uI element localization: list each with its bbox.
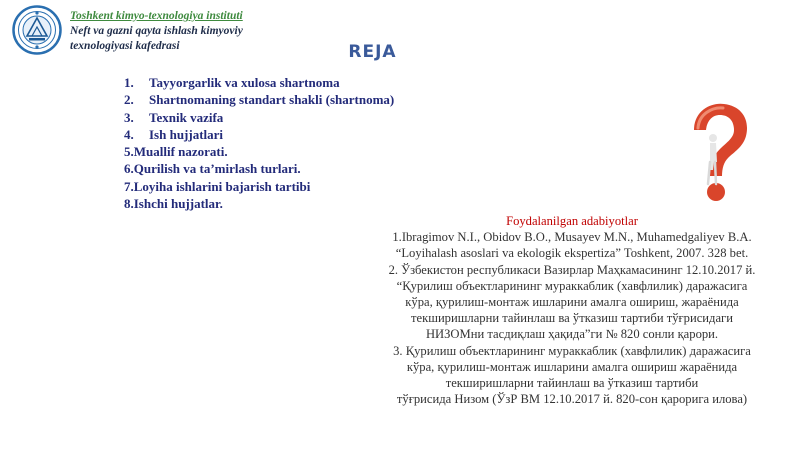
plan-item (124, 109, 394, 126)
plan-item (124, 91, 394, 108)
department-line-1: Neft va gazni qayta ishlash kimyoviy (70, 25, 243, 37)
question-mark-figure-icon (682, 100, 752, 210)
plan-item-text: Loyiha ishlarini bajarish tartibi (133, 178, 311, 194)
reference-line: кўра, қурилиш-монтаж ишларини амалга ошириш жараёнида (406, 359, 738, 374)
references-heading: Foydalanilgan adabiyotlar (506, 214, 638, 228)
reference-line: кўра, қурилиш-монтаж ишларини амалга ошириш, жараёнида (405, 295, 739, 310)
institute-name: Toshkent kimyo-texnologiya instituti (70, 10, 243, 22)
plan-item (124, 74, 394, 91)
plan-list (124, 74, 394, 212)
reference-line: тўғрисида Низом (ЎзР ВМ 12.10.2017 й. 820-сон қарорига илова) (396, 392, 748, 407)
page-title: REJA (348, 42, 397, 62)
references-block (356, 213, 788, 407)
reference-line: 3. Қурилиш объектларининг мураккаблик (хавфлилик) даражасига (393, 343, 751, 358)
plan-item (124, 195, 394, 212)
plan-item (124, 160, 394, 177)
plan-item-number: 6. (124, 161, 134, 177)
reference-line: текширишларни тайинлаш ва ўтказиш тартиби (445, 376, 699, 391)
reference-line: “Қурилиш объектларининг мураккаблик (хавфлилик) даражасига (396, 278, 748, 293)
plan-item-text: Texnik vazifa (149, 109, 224, 125)
plan-item-text: Muallif nazorati. (133, 144, 228, 160)
plan-item-text: Shartnomaning standart shakli (shartnoma) (149, 92, 395, 108)
plan-item-number: 7. (124, 178, 134, 194)
plan-item-number: 4. (124, 126, 134, 142)
reference-line: 2. Ўзбекистон республикаси Вазирлар Маҳкамасининг 12.10.2017 й. (388, 262, 756, 277)
reference-line: “Loyihalash asoslari va ekologik ekspertiza” Toshkent, 2007. 328 bet. (395, 246, 749, 261)
plan-item (124, 178, 394, 195)
reference-line: 1.Ibragimov N.I., Obidov B.O., Musayev M.N., Muhamedgaliyev B.A. (392, 230, 752, 245)
plan-item-number: 1. (124, 75, 134, 90)
plan-item (124, 143, 394, 160)
plan-item-number: 3. (124, 109, 134, 125)
plan-item-number: 8. (124, 196, 134, 212)
plan-item-text: Ishchi hujjatlar. (133, 196, 223, 212)
reference-line: текширишларни тайинлаш ва ўтказиш тартиби тўғрисидаги (411, 311, 733, 326)
reference-line: НИЗОМни тасдиқлаш ҳақида”ги № 820 сонли қарори. (425, 327, 719, 342)
plan-item-text: Ish hujjatlari (149, 126, 224, 142)
plan-item-number: 5. (124, 144, 134, 160)
plan-item (124, 126, 394, 143)
plan-item-number: 2. (124, 92, 134, 108)
plan-item-text: Tayyorgarlik va xulosa shartnoma (149, 75, 340, 90)
department-line-2: texnologiyasi kafedrasi (70, 40, 180, 52)
plan-item-text: Qurilish va ta’mirlash turlari. (133, 161, 301, 177)
